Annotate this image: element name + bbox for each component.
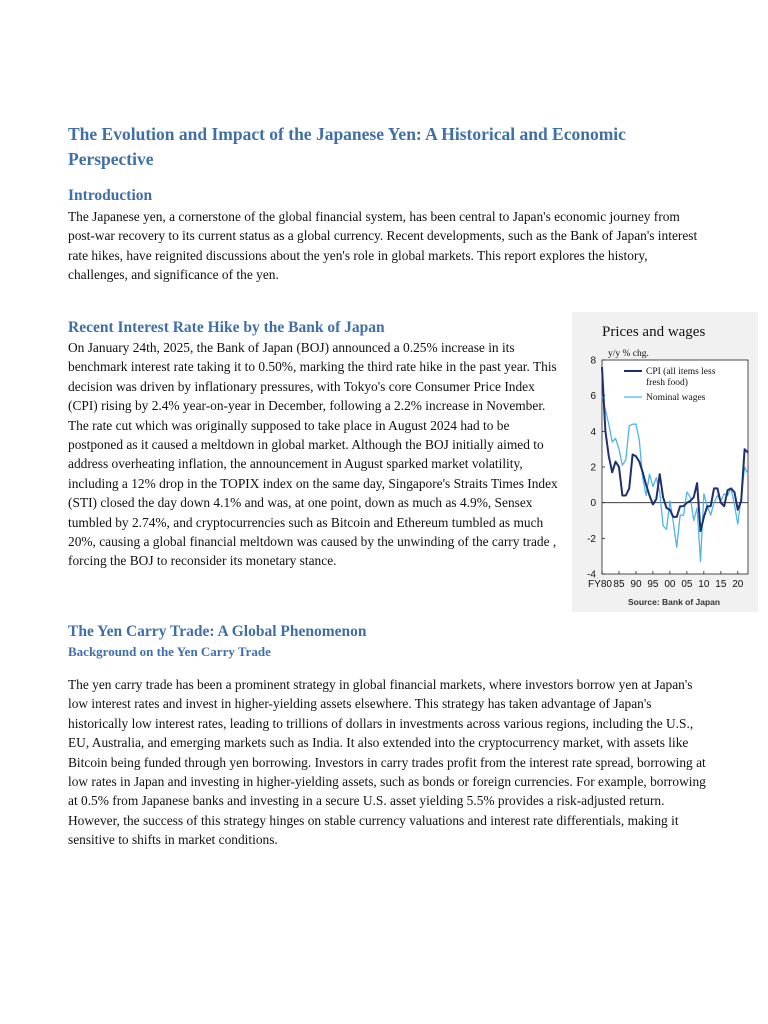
rate-hike-paragraph: On January 24th, 2025, the Bank of Japan (BOJ) announced a 0.25% increase in its benchmark interest rate taking it to 0.50%, marking the third rate hike in the past year. This decision was driven by inflationary pressures, with Tokyo's core Consumer Price Index (CPI) rising by 2.4% year-on-year in December, following a 2.2% increase in November. The rate cut which was originally supposed to take place in August 2024 had to be postponed as it caused a meltdown in global market. Although the BOJ initially aimed to address overheating inflation, the announcement in August sparked market volatility, including a 12% drop in the TOPIX index on the same day, Singapore's Straits Times Index (STI) closed the day down 4.1% and was, at one point, down as much as 4.9%, Sensex tumbled by 2.74%, and cryptocurrencies such as Bitcoin and Ethereum tumbled as much 20%, causing a global financial meltdown was caused by the unwinding of the carry trade , forcing the BOJ to reconsider its monetary stance.: [68, 340, 558, 569]
introduction-paragraph: The Japanese yen, a cornerstone of the global financial system, has been central to Japan's economic journey from post-war recovery to its current status as a global currency. Recent developments, such as the Bank of Japan's interest rate hikes, have reignited discussions about the yen's role in global markets. This report explores the history, challenges, and significance of the yen.: [68, 209, 698, 283]
chart-ylabel: y/y % chg.: [608, 349, 649, 359]
rate-hike-heading: Recent Interest Rate Hike by the Bank of Japan: [68, 319, 385, 336]
document-title: The Evolution and Impact of the Japanese Yen: A Historical and Economic Perspective: [68, 124, 626, 169]
chart-source: Source: Bank of Japan: [628, 597, 721, 607]
carry-trade-subheading: Background on the Yen Carry Trade: [68, 644, 271, 659]
x-tick-label: 20: [732, 579, 744, 590]
x-tick-label: 00: [664, 579, 676, 590]
x-tick-label: 15: [715, 579, 727, 590]
chart-svg: [572, 312, 758, 612]
y-tick-label: 2: [590, 462, 596, 474]
x-tick-label: 10: [698, 579, 710, 590]
y-tick-label: 0: [590, 498, 596, 510]
carry-trade-paragraph: The yen carry trade has been a prominent strategy in global financial markets, where investors borrow yen at Japan's low interest rates and invest in higher-yielding assets elsewhere. This strategy has taken advantage of Japan's historically low interest rates, leading to trillions of dollars in investments across various regions, including the U.S., EU, Australia, and emerging markets such as India. It also extended into the cryptocurrency market, with assets like Bitcoin being funded through yen borrowing. Investors in carry trades profit from the interest rate spread, borrowing at low rates in Japan and investing in higher-yielding assets, such as bonds or foreign currencies. For example, borrowing at 0.5% from Japanese banks and investing in a secure U.S. asset yielding 5.5% provides a risk-adjusted return. However, the success of this strategy hinges on stable currency valuations and interest rate differentials, making it sensitive to shifts in market conditions.: [68, 677, 706, 848]
legend-wages-label: Nominal wages: [646, 393, 706, 403]
x-tick-label: 95: [647, 579, 659, 590]
introduction-heading: Introduction: [68, 187, 153, 204]
chart-title: Prices and wages: [602, 324, 706, 340]
legend-cpi-label: fresh food): [646, 378, 688, 388]
y-tick-label: 8: [590, 355, 596, 367]
y-tick-label: 6: [590, 391, 596, 403]
chart-plot-area: [587, 356, 748, 591]
x-tick-label: FY80: [588, 579, 612, 590]
legend-cpi-label: CPI (all items less: [646, 367, 716, 377]
x-tick-label: 05: [681, 579, 693, 590]
prices-wages-chart: [572, 312, 758, 612]
y-tick-label: -2: [587, 533, 596, 545]
carry-trade-heading: The Yen Carry Trade: A Global Phenomenon: [68, 623, 367, 640]
x-tick-label: 85: [613, 579, 625, 590]
y-tick-label: 4: [590, 426, 596, 438]
x-tick-label: 90: [630, 579, 642, 590]
y-tick-label: -4: [587, 569, 596, 581]
